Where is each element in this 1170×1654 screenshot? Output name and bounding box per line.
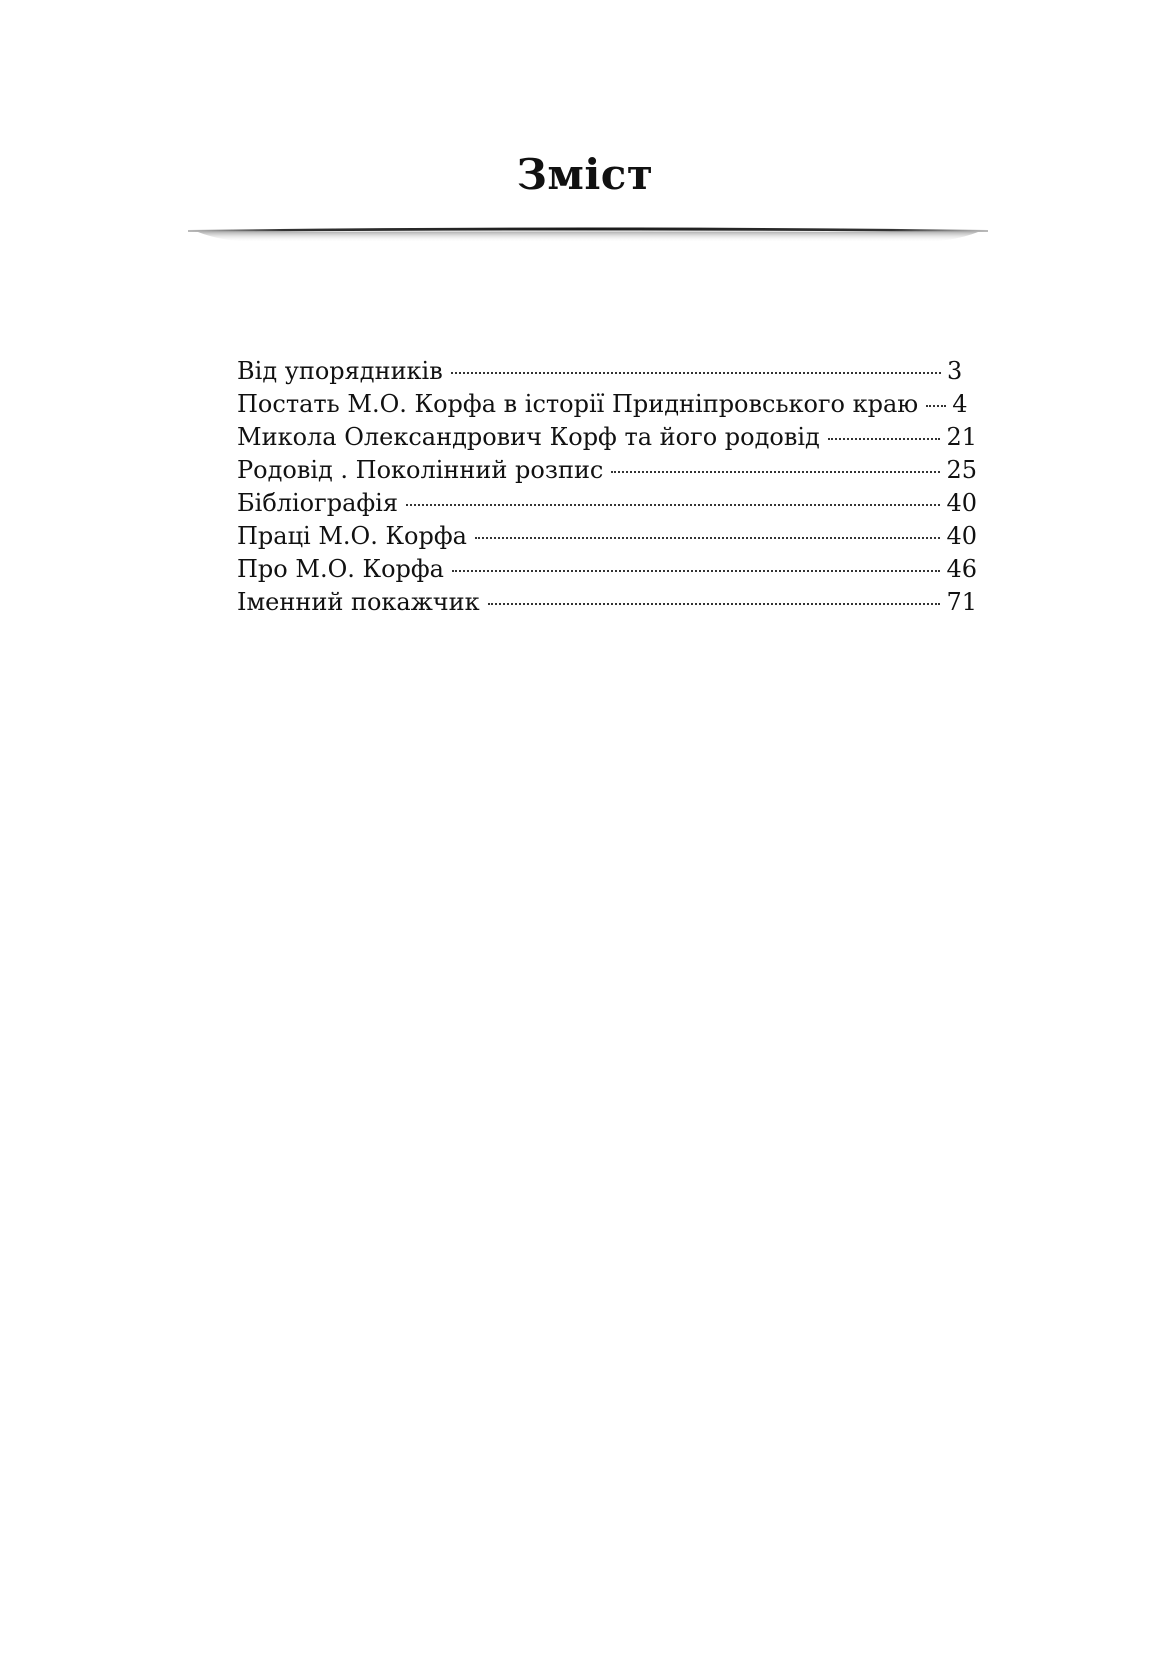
toc-entry[interactable] [237,355,977,388]
title-divider [188,226,988,252]
page-title: Зміст [516,150,654,199]
toc-entry[interactable] [237,454,977,487]
toc-page-number: 40 [946,489,977,517]
toc-dot-leader [451,372,941,374]
toc-dot-leader [488,603,941,605]
toc-entry[interactable] [237,553,977,586]
toc-dot-leader [828,438,941,440]
toc-dot-leader [406,504,940,506]
toc-entry-title: Родовід . Поколінний розпис [237,456,604,484]
toc-entry[interactable] [237,586,977,619]
toc-page-number: 71 [946,588,977,616]
toc-page-number: 46 [946,555,977,583]
toc-dot-leader [611,471,940,473]
table-of-contents [237,355,977,619]
toc-entry-title: Микола Олександрович Корф та його родовід [237,423,820,451]
toc-entry-title: Бібліографія [237,489,398,517]
toc-entry-title: Іменний покажчик [237,588,480,616]
toc-entry-title: Від упорядників [237,357,443,385]
toc-page-number: 4 [952,390,968,418]
toc-entry-title: Про М.О. Корфа [237,555,444,583]
toc-entry[interactable] [237,421,977,454]
toc-entry[interactable] [237,487,977,520]
toc-entry[interactable] [237,388,977,421]
toc-page-number: 40 [946,522,977,550]
toc-dot-leader [475,537,940,539]
toc-page-number: 21 [946,423,977,451]
toc-dot-leader [452,570,940,572]
toc-entry-title: Праці М.О. Корфа [237,522,467,550]
toc-entry[interactable] [237,520,977,553]
toc-page-number: 25 [946,456,977,484]
toc-page-number: 3 [947,357,963,385]
toc-entry-title: Постать М.О. Корфа в історії Придніпровського краю [237,390,919,418]
toc-dot-leader [926,405,946,407]
